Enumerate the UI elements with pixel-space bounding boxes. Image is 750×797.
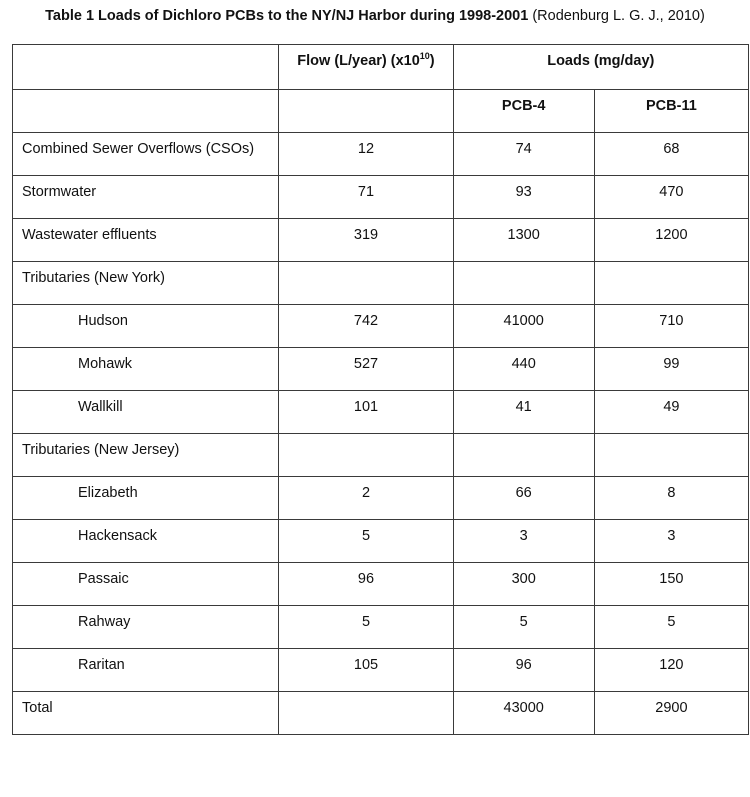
table-row	[13, 176, 749, 219]
row-label: Rahway	[78, 614, 131, 630]
header-flow-exponent: 10	[419, 51, 430, 62]
row-flow: 105	[353, 657, 379, 673]
row-pcb4: 1300	[507, 227, 540, 243]
table-row	[13, 563, 749, 606]
row-pcb4: 66	[515, 485, 532, 501]
table-row	[13, 520, 749, 563]
header-pcb4: PCB-4	[501, 98, 546, 114]
row-label: Elizabeth	[78, 485, 138, 501]
row-label: Raritan	[78, 657, 125, 673]
header-empty-cell	[279, 90, 453, 133]
row-pcb4	[454, 434, 594, 441]
row-label: Stormwater	[22, 184, 97, 200]
pcb-loads-table	[12, 44, 749, 735]
row-flow: 96	[357, 571, 375, 587]
row-label: Hackensack	[78, 528, 157, 544]
row-flow: 5	[361, 614, 371, 630]
row-pcb11: 49	[663, 399, 680, 415]
row-pcb4	[454, 262, 594, 269]
row-pcb11: 1200	[655, 227, 688, 243]
table-row	[13, 219, 749, 262]
header-empty-cell	[13, 90, 279, 133]
row-flow: 2	[361, 485, 371, 501]
caption-title: Table 1 Loads of Dichloro PCBs to the NY/NJ Harbor during 1998-2001	[45, 8, 529, 24]
row-flow: 527	[353, 356, 379, 372]
header-pcb11-cell	[594, 90, 748, 133]
row-pcb11: 5	[667, 614, 676, 630]
row-flow: 101	[353, 399, 379, 415]
table-row	[13, 262, 749, 305]
table-row	[13, 348, 749, 391]
table-row	[13, 477, 749, 520]
row-pcb11: 120	[659, 657, 684, 673]
row-flow	[279, 262, 452, 269]
header-loads: Loads (mg/day)	[547, 53, 655, 69]
row-pcb4: 43000	[503, 700, 544, 716]
row-label: Total	[22, 700, 53, 716]
row-label: Hudson	[78, 313, 128, 329]
row-flow	[279, 692, 452, 699]
row-label: Passaic	[78, 571, 129, 587]
row-flow: 12	[357, 141, 375, 157]
row-pcb4: 41	[515, 399, 532, 415]
row-pcb4: 41000	[503, 313, 544, 329]
row-pcb4: 5	[519, 614, 528, 630]
row-pcb4: 3	[519, 528, 528, 544]
header-loads-cell	[453, 45, 748, 90]
header-pcb4-cell	[453, 90, 594, 133]
row-label: Wallkill	[78, 399, 123, 415]
row-pcb11: 99	[663, 356, 680, 372]
row-label: Combined Sewer Overflows (CSOs)	[22, 141, 255, 157]
table-row	[13, 649, 749, 692]
row-pcb11: 710	[659, 313, 684, 329]
header-row-1	[13, 45, 749, 90]
row-flow	[279, 434, 452, 441]
table-row	[13, 391, 749, 434]
row-pcb4: 96	[515, 657, 532, 673]
row-label: Mohawk	[78, 356, 132, 372]
table-row	[13, 606, 749, 649]
header-pcb11: PCB-11	[646, 98, 697, 114]
row-pcb11: 470	[659, 184, 684, 200]
caption-citation: (Rodenburg L. G. J., 2010)	[532, 8, 705, 24]
row-pcb11	[595, 434, 748, 441]
row-pcb11: 2900	[655, 700, 688, 716]
row-pcb11: 150	[659, 571, 684, 587]
row-label: Tributaries (New York)	[22, 270, 165, 286]
row-label: Wastewater effluents	[22, 227, 157, 243]
row-label: Tributaries (New Jersey)	[22, 442, 180, 458]
row-pcb11: 3	[667, 528, 676, 544]
table-caption	[0, 6, 750, 26]
row-pcb11: 8	[667, 485, 676, 501]
row-pcb11	[595, 262, 748, 269]
row-pcb4: 440	[511, 356, 536, 372]
row-pcb11: 68	[663, 141, 680, 157]
header-empty-cell	[13, 45, 279, 90]
row-pcb4: 93	[515, 184, 532, 200]
header-flow: Flow (L/year) $(x10^{10})$	[297, 51, 435, 69]
row-pcb4: 300	[511, 571, 536, 587]
row-flow: 319	[353, 227, 379, 243]
header-row-2	[13, 90, 749, 133]
table-row	[13, 434, 749, 477]
table-row-total	[13, 692, 749, 735]
table-row	[13, 305, 749, 348]
header-flow-cell	[279, 45, 453, 90]
row-pcb4: 74	[515, 141, 532, 157]
row-flow: 71	[357, 184, 375, 200]
table-row	[13, 133, 749, 176]
row-flow: 742	[353, 313, 379, 329]
row-flow: 5	[361, 528, 371, 544]
